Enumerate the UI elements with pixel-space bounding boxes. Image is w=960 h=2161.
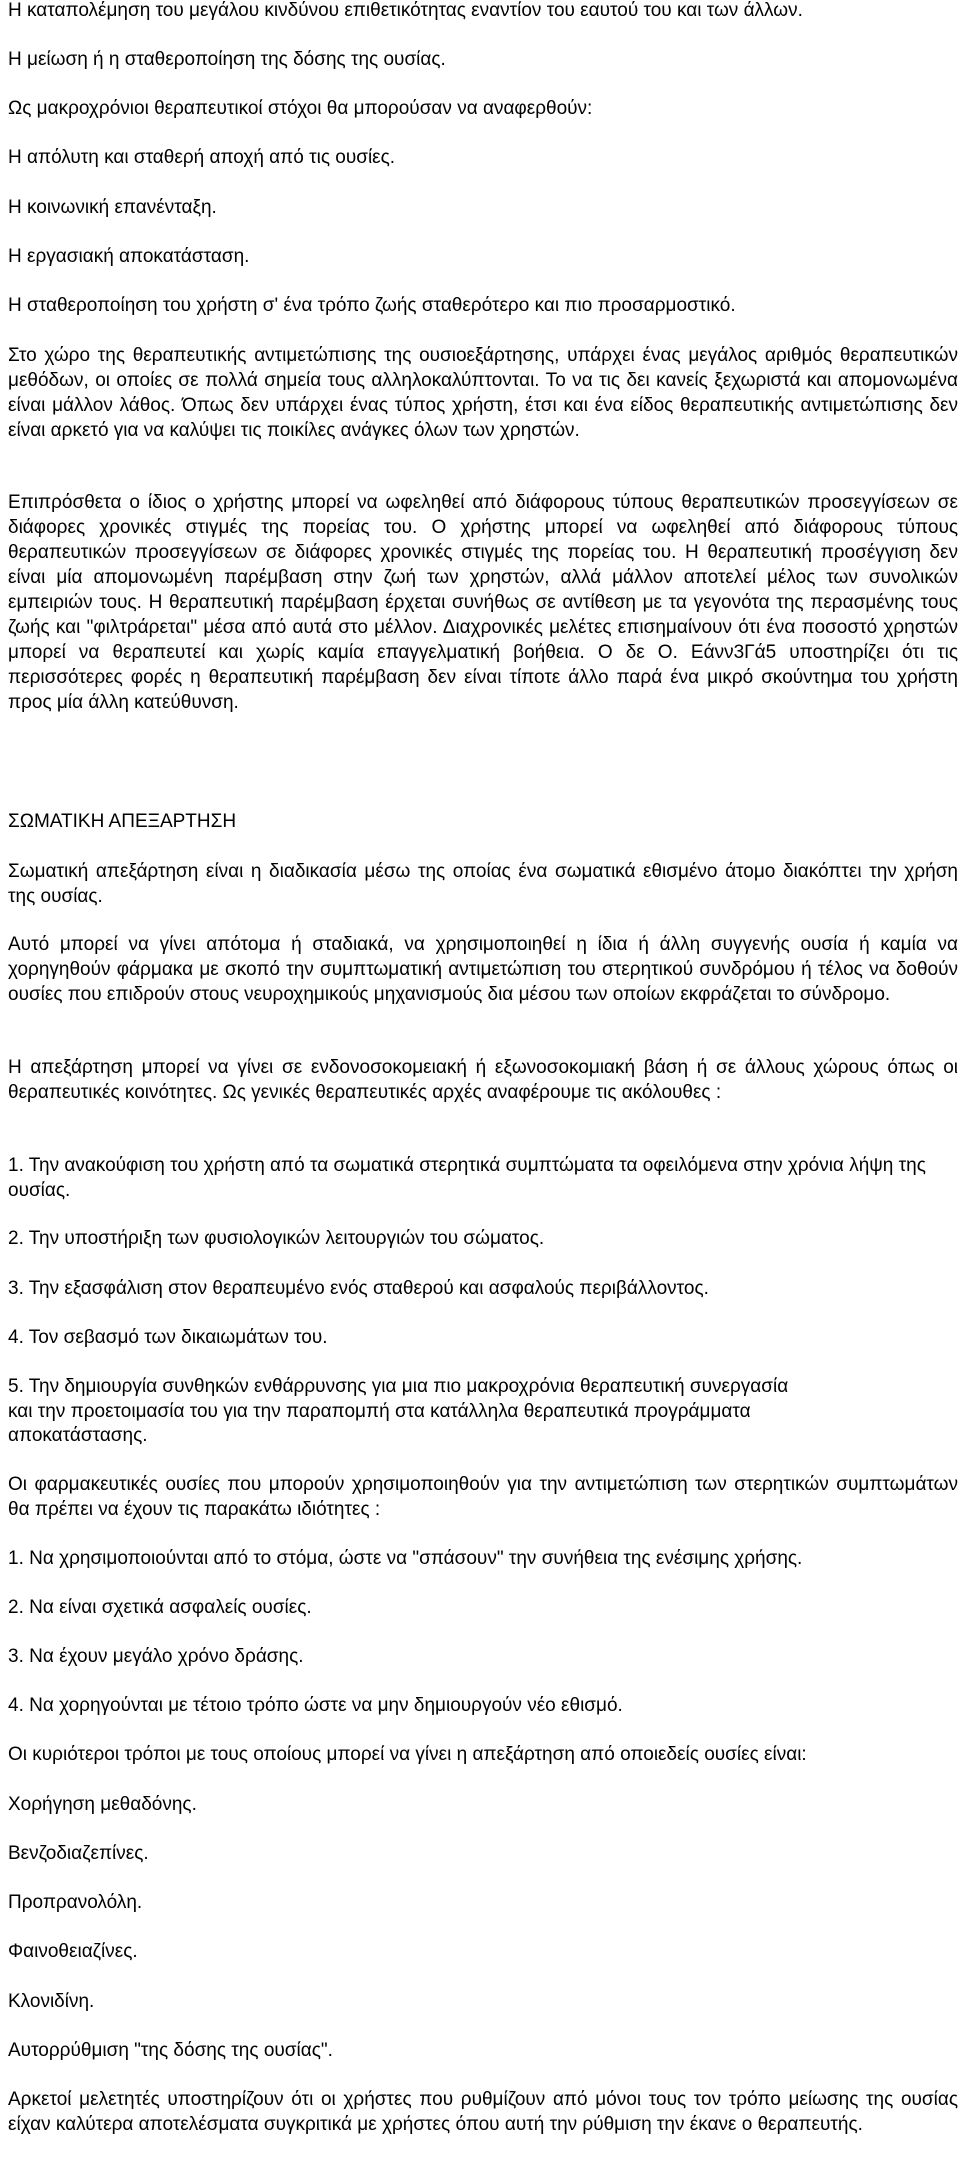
- property-item-3: 3. Να έχουν μεγάλο χρόνο δράσης.: [8, 1646, 304, 1667]
- principle-item-4: 4. Τον σεβασμό των δικαιωμάτων του.: [8, 1327, 328, 1348]
- intro-line-6: Η εργασιακή αποκατάσταση.: [8, 246, 250, 267]
- intro-line-4: Η απόλυτη και σταθερή αποχή από τις ουσίες.: [8, 147, 396, 168]
- principle-item-5-line-2: και την προετοιμασία του για την παραπομπή στα κατάλληλα θεραπευτικά προγράμματα: [8, 1401, 751, 1422]
- paragraph-therapy-field: Στο χώρο της θεραπευτικής αντιμετώπισης της ουσιοεξάρτησης, υπάρχει ένας μεγάλος αριθμός θεραπευτικών μεθόδων, οι οποίες σε πολλά σημεία τους αλληλοκαλύπτονται. Το να τις δει κανείς ξεχωριστά και απομονωμένα είναι μάλλον λάθος. Όπως δεν υπάρχει ένας τύπος χρήστη, έτσι και ένα είδος θεραπευτικής αντιμετώπισης δεν είναι αρκετό για να καλύψει τις ποικίλες ανάγκες όλων των χρηστών.: [8, 345, 958, 441]
- property-item-1: 1. Να χρησιμοποιούνται από το στόμα, ώστε να "σπάσουν" την συνήθεια της ενέσιμης χρήσης.: [8, 1548, 803, 1569]
- method-item-5: Κλονιδίνη.: [8, 1991, 95, 2012]
- intro-line-1: Η καταπολέμηση του μεγάλου κινδύνου επιθετικότητας εναντίον του εαυτού του και των άλλων.: [8, 0, 803, 21]
- intro-line-3: Ως μακροχρόνιοι θεραπευτικοί στόχοι θα μπορούσαν να αναφερθούν:: [8, 98, 593, 119]
- intro-line-7: Η σταθεροποίηση του χρήστη σ' ένα τρόπο ζωής σταθερότερο και πιο προσαρμοστικό.: [8, 295, 736, 316]
- method-item-6: Αυτορρύθμιση "της δόσης της ουσίας".: [8, 2040, 333, 2061]
- principle-item-2: 2. Την υποστήριξη των φυσιολογικών λειτουργιών του σώματος.: [8, 1228, 545, 1249]
- intro-line-5: Η κοινωνική επανένταξη.: [8, 197, 217, 218]
- paragraph-drug-properties: Οι φαρμακευτικές ουσίες που μπορούν χρησιμοποιηθούν για την αντιμετώπιση των στερητικών συμπτωμάτων θα πρέπει να έχουν τις παρακάτω ιδιότητες :: [8, 1474, 958, 1520]
- paragraph-method: Αυτό μπορεί να γίνει απότομα ή σταδιακά, να χρησιμοποιηθεί η ίδια ή άλλη συγγενής ουσία ή καμία να χορηγηθούν φάρμακα με σκοπό την συμπτωματική αντιμετώπιση του στερητικού συνδρόμου ή τέλος να δοθούν ουσίες που επιδρούν στους νευροχημικούς μηχανισμούς δια μέσου των οποίων εκφράζεται το σύνδρομο.: [8, 934, 958, 1005]
- method-item-2: Βενζοδιαζεπίνες.: [8, 1843, 149, 1864]
- paragraph-benefit: Επιπρόσθετα ο ίδιος ο χρήστης μπορεί να ωφεληθεί από διάφορους τύπους θεραπευτικών προσεγγίσεων σε διάφορες χρονικές στιγμές της πορείας του. Ο χρήστης μπορεί να ωφεληθεί από διάφορους τύπους θεραπευτικών προσεγγίσεων σε διάφορες χρονικές στιγμές της πορείας του. Η θεραπευτική προσέγγιση δεν είναι μία απομονωμένη παρέμβαση στην ζωή των χρηστών, αλλά μάλλον αποτελεί μέλος των συνολικών εμπειριών τους. Η θεραπευτική παρέμβαση έρχεται συνήθως σε αντίθεση με τα γεγονότα της περασμένης τους ζωής και "φιλτράρεται" μέσα από αυτά στο μέλλον. Διαχρονικές μελέτες επισημαίνουν ότι ένα ποσοστό χρηστών μπορεί να θεραπευτεί και χωρίς καμία επαγγελματική βοήθεια. Ο δε Ο. Εάνν3Γά5 υποστηρίζει ότι τις περισσότερες φορές η θεραπευτική παρέμβαση δεν είναι τίποτε άλλο παρά ένα μικρό σκούντημα του χρήστη προς μία άλλη κατεύθυνση.: [8, 492, 958, 713]
- method-item-4: Φαινοθειαζίνες.: [8, 1941, 138, 1962]
- intro-line-2: Η μείωση ή η σταθεροποίηση της δόσης της ουσίας.: [8, 49, 446, 70]
- principle-item-5-line-1: 5. Την δημιουργία συνθηκών ενθάρρυνσης για μια πιο μακροχρόνια θεραπευτική συνεργασία: [8, 1376, 789, 1397]
- principle-item-3: 3. Την εξασφάλιση στον θεραπευμένο ενός σταθερού και ασφαλούς περιβάλλοντος.: [8, 1278, 709, 1299]
- paragraph-conclusion: Αρκετοί μελετητές υποστηρίζουν ότι οι χρήστες που ρυθμίζουν από μόνοι τους τον τρόπο μείωσης της ουσίας είχαν καλύτερα αποτελέσματα συγκριτικά με χρήστες όπου αυτή την ρύθμιση την έκανε ο θεραπευτής.: [8, 2089, 958, 2135]
- document-page: [8, 0, 958, 2161]
- property-item-4: 4. Να χορηγούνται με τέτοιο τρόπο ώστε να μην δημιουργούν νέο εθισμό.: [8, 1695, 623, 1716]
- paragraph-setting: Η απεξάρτηση μπορεί να γίνει σε ενδονοσοκομειακή ή εξωνοσοκομιακή βάση ή σε άλλους χώρους όπως οι θεραπευτικές κοινότητες. Ως γενικές θεραπευτικές αρχές αναφέρουμε τις ακόλουθες :: [8, 1057, 958, 1103]
- method-item-1: Χορήγηση μεθαδόνης.: [8, 1794, 197, 1815]
- principle-item-1: 1. Την ανακούφιση του χρήστη από τα σωματικά στερητικά συμπτώματα τα οφειλόμενα στην χρόνια λήψη της ουσίας.: [8, 1155, 926, 1201]
- property-item-2: 2. Να είναι σχετικά ασφαλείς ουσίες.: [8, 1597, 312, 1618]
- principle-item-5-line-3: αποκατάστασης.: [8, 1425, 148, 1446]
- section-heading: ΣΩΜΑΤΙΚΗ ΑΠΕΞΑΡΤΗΣΗ: [8, 811, 237, 832]
- method-item-3: Προπρανολόλη.: [8, 1892, 143, 1913]
- paragraph-definition: Σωματική απεξάρτηση είναι η διαδικασία μέσω της οποίας ένα σωματικά εθισμένο άτομο διακόπτει την χρήση της ουσίας.: [8, 861, 958, 907]
- paragraph-main-methods: Οι κυριότεροι τρόποι με τους οποίους μπορεί να γίνει η απεξάρτηση από οποιεδείς ουσίες είναι:: [8, 1744, 807, 1765]
